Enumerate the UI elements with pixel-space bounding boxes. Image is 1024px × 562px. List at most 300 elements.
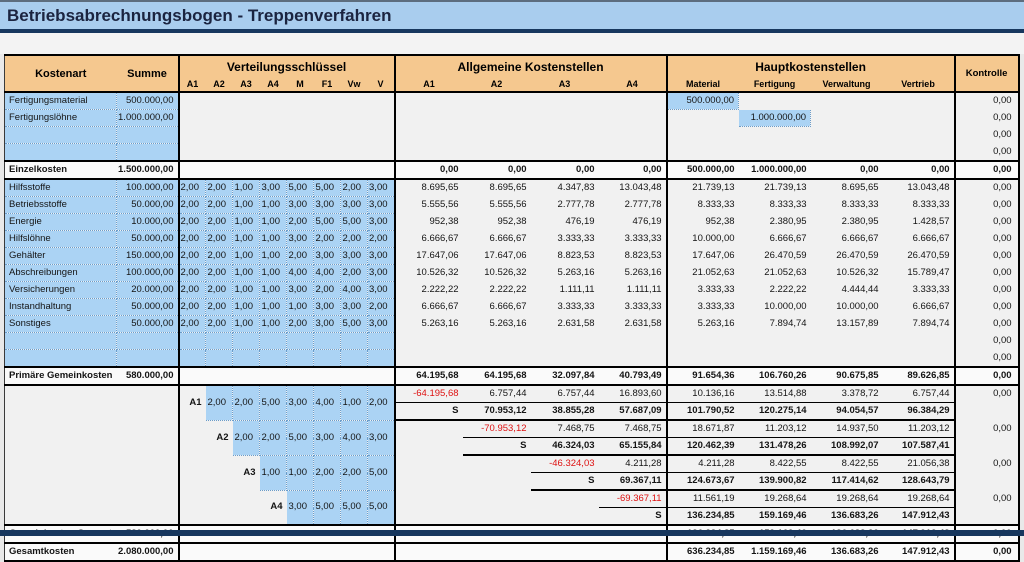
haupt-cell[interactable]: [883, 127, 955, 144]
haupt-cell[interactable]: 96.384,29: [883, 403, 955, 421]
label-cell[interactable]: [5, 385, 117, 403]
allg-cell[interactable]: 5.555,56: [395, 197, 463, 214]
key-cell[interactable]: [314, 350, 341, 368]
allg-cell[interactable]: [599, 127, 667, 144]
key-cell[interactable]: 3,00: [314, 197, 341, 214]
haupt-cell[interactable]: 8.333,33: [841, 199, 879, 210]
summe-cell[interactable]: [117, 455, 179, 473]
allg-cell[interactable]: [395, 543, 463, 561]
key-cell[interactable]: 2,00: [341, 265, 368, 282]
key-cell[interactable]: [179, 367, 206, 385]
key-cell[interactable]: 3,00: [368, 214, 395, 231]
kontrolle-cell[interactable]: 0,00: [955, 197, 1019, 214]
key-cell[interactable]: [287, 367, 314, 385]
key-cell[interactable]: 3,00: [314, 420, 341, 455]
kontrolle-cell[interactable]: 0,00: [955, 179, 1019, 197]
key-cell[interactable]: [206, 92, 233, 110]
key-cell[interactable]: 1,00: [260, 265, 287, 282]
allg-cell[interactable]: 2.222,22: [395, 282, 463, 299]
haupt-cell[interactable]: 21.052,63: [667, 265, 739, 282]
key-cell[interactable]: 4,00: [287, 265, 314, 282]
haupt-cell[interactable]: 3.333,33: [667, 282, 739, 299]
kontrolle-cell[interactable]: [955, 438, 1019, 456]
kontrolle-cell[interactable]: 0,00: [955, 299, 1019, 316]
key-cell[interactable]: 3,00: [287, 490, 314, 525]
key-cell[interactable]: [314, 127, 341, 144]
allg-cell[interactable]: [599, 350, 667, 368]
key-cell[interactable]: 2,00: [233, 420, 260, 455]
key-cell[interactable]: 1,00: [260, 197, 287, 214]
haupt-cell[interactable]: [883, 110, 955, 127]
haupt-cell[interactable]: 159.169,46: [739, 508, 811, 526]
allg-cell[interactable]: 8.823,53: [557, 250, 595, 261]
label-cell[interactable]: Abschreibungen: [5, 265, 117, 282]
step-label-cell[interactable]: A2: [216, 431, 229, 443]
key-cell[interactable]: [287, 110, 314, 127]
kontrolle-cell[interactable]: 0,00: [955, 455, 1019, 473]
key-cell[interactable]: [179, 490, 206, 508]
haupt-cell[interactable]: 13.157,89: [836, 318, 879, 329]
haupt-cell[interactable]: 7.894,74: [769, 318, 807, 329]
haupt-cell[interactable]: 11.203,12: [883, 420, 955, 438]
haupt-cell[interactable]: 19.268,64: [883, 490, 955, 508]
label-cell[interactable]: Versicherungen: [5, 282, 117, 299]
label-cell[interactable]: Hilfslöhne: [5, 231, 117, 248]
haupt-cell[interactable]: 500.000,00: [667, 161, 739, 179]
haupt-cell[interactable]: [811, 333, 883, 350]
haupt-cell[interactable]: [667, 333, 739, 350]
haupt-cell[interactable]: 6.666,67: [912, 301, 950, 312]
allg-cell[interactable]: 16.893,60: [599, 385, 667, 403]
key-cell[interactable]: 1,00: [260, 316, 287, 333]
key-cell[interactable]: 1,00: [260, 248, 287, 265]
haupt-cell[interactable]: 147.912,43: [883, 508, 955, 526]
allg-cell[interactable]: 952,38: [497, 216, 527, 227]
kontrolle-cell[interactable]: 0,00: [955, 248, 1019, 265]
allg-cell[interactable]: -46.324,03: [531, 455, 599, 473]
haupt-cell[interactable]: 0,00: [883, 161, 955, 179]
allg-cell[interactable]: 5.263,16: [489, 318, 527, 329]
allg-cell[interactable]: 476,19: [565, 216, 595, 227]
key-cell[interactable]: [368, 350, 395, 368]
haupt-cell[interactable]: 131.478,26: [739, 438, 811, 456]
allg-cell[interactable]: 2.222,22: [489, 284, 527, 295]
allg-cell[interactable]: 5.263,16: [395, 316, 463, 333]
haupt-cell[interactable]: 136.234,85: [667, 508, 739, 526]
haupt-cell[interactable]: 7.894,74: [912, 318, 950, 329]
key-cell[interactable]: 1,00: [341, 385, 368, 420]
key-cell[interactable]: 2,00: [233, 385, 260, 420]
s-label-cell[interactable]: S: [531, 473, 599, 491]
key-cell[interactable]: 1,00: [233, 231, 260, 248]
haupt-cell[interactable]: [667, 127, 739, 144]
kontrolle-cell[interactable]: 0,00: [955, 282, 1019, 299]
key-cell[interactable]: 2,00: [341, 179, 368, 197]
key-cell[interactable]: 2,00: [179, 282, 206, 299]
key-cell[interactable]: [368, 127, 395, 144]
allg-cell[interactable]: 2.631,58: [557, 318, 595, 329]
allg-cell[interactable]: [395, 473, 463, 491]
key-cell[interactable]: [179, 543, 206, 561]
key-cell[interactable]: [260, 333, 287, 350]
key-cell[interactable]: [287, 161, 314, 179]
allg-cell[interactable]: 8.823,53: [624, 250, 662, 261]
key-cell[interactable]: [233, 161, 260, 179]
haupt-cell[interactable]: 91.654,36: [667, 367, 739, 385]
haupt-cell[interactable]: 13.043,48: [907, 182, 950, 194]
key-cell[interactable]: [233, 127, 260, 144]
kontrolle-cell[interactable]: 0,00: [955, 420, 1019, 438]
key-cell[interactable]: [368, 92, 395, 110]
allg-cell[interactable]: [395, 420, 463, 438]
label-cell[interactable]: Primäre Gemeinkosten: [5, 367, 117, 385]
key-cell[interactable]: 2,00: [368, 231, 395, 248]
key-cell[interactable]: 5,00: [314, 490, 341, 525]
key-cell[interactable]: [233, 350, 260, 368]
allg-cell[interactable]: [395, 438, 463, 456]
allg-cell[interactable]: 64.195,68: [395, 367, 463, 385]
key-cell[interactable]: [287, 92, 314, 110]
allg-cell[interactable]: 69.367,11: [599, 473, 667, 491]
haupt-cell[interactable]: [739, 144, 811, 162]
allg-cell[interactable]: [531, 508, 599, 526]
allg-cell[interactable]: 32.097,84: [531, 367, 599, 385]
allg-cell[interactable]: 17.647,06: [395, 248, 463, 265]
key-cell[interactable]: [341, 367, 368, 385]
kontrolle-cell[interactable]: 0,00: [955, 265, 1019, 282]
key-cell[interactable]: 2,00: [206, 248, 233, 265]
key-cell[interactable]: 2,00: [179, 214, 206, 231]
key-cell[interactable]: [179, 438, 206, 456]
haupt-cell[interactable]: 636.234,85: [667, 543, 739, 561]
haupt-cell[interactable]: 117.414,62: [811, 473, 883, 491]
key-cell[interactable]: 2,00: [206, 179, 233, 197]
haupt-cell[interactable]: 10.000,00: [836, 301, 879, 312]
allg-cell[interactable]: [463, 543, 531, 561]
haupt-cell[interactable]: 11.561,19: [667, 490, 739, 508]
key-cell[interactable]: [287, 350, 314, 368]
key-cell[interactable]: [179, 144, 206, 162]
key-cell[interactable]: 1,00: [287, 299, 314, 316]
kontrolle-cell[interactable]: 0,00: [955, 543, 1019, 561]
haupt-cell[interactable]: 8.333,33: [667, 197, 739, 214]
haupt-cell[interactable]: 3.378,72: [811, 385, 883, 403]
haupt-cell[interactable]: 101.790,52: [667, 403, 739, 421]
key-cell[interactable]: [206, 333, 233, 350]
key-cell[interactable]: [368, 333, 395, 350]
allg-cell[interactable]: 476,19: [632, 216, 662, 227]
key-cell[interactable]: [260, 350, 287, 368]
key-cell[interactable]: [206, 110, 233, 127]
allg-cell[interactable]: 5.555,56: [489, 199, 527, 210]
label-cell[interactable]: [5, 473, 117, 491]
haupt-cell[interactable]: 6.666,67: [841, 233, 879, 244]
allg-cell[interactable]: -64.195,68: [395, 385, 463, 403]
key-cell[interactable]: 2,00: [179, 248, 206, 265]
allg-cell[interactable]: 7.468,75: [599, 420, 667, 438]
allg-cell[interactable]: [531, 490, 599, 508]
key-cell[interactable]: 3,00: [314, 299, 341, 316]
key-cell[interactable]: [314, 543, 341, 561]
haupt-cell[interactable]: [811, 110, 883, 127]
haupt-cell[interactable]: 11.203,12: [739, 420, 811, 438]
haupt-cell[interactable]: 8.333,33: [912, 199, 950, 210]
key-cell[interactable]: [260, 144, 287, 162]
allg-cell[interactable]: 8.695,65: [489, 182, 527, 194]
key-cell[interactable]: 3,00: [314, 248, 341, 265]
step-label-cell[interactable]: A1: [179, 385, 206, 420]
allg-cell[interactable]: 8.695,65: [395, 179, 463, 197]
kontrolle-cell[interactable]: 0,00: [955, 144, 1019, 162]
key-cell[interactable]: 3,00: [341, 299, 368, 316]
allg-cell[interactable]: 6.757,44: [531, 385, 599, 403]
key-cell[interactable]: 2,00: [206, 316, 233, 333]
haupt-cell[interactable]: [739, 92, 811, 110]
key-cell[interactable]: [179, 473, 206, 491]
key-cell[interactable]: 5,00: [287, 420, 314, 455]
label-cell[interactable]: Fertigungsmaterial: [5, 92, 117, 110]
key-cell[interactable]: 4,00: [341, 282, 368, 299]
key-cell[interactable]: [233, 508, 260, 526]
key-cell[interactable]: [179, 161, 206, 179]
summe-cell[interactable]: 580.000,00: [117, 367, 179, 385]
key-cell[interactable]: 1,00: [260, 231, 287, 248]
haupt-cell[interactable]: 124.673,67: [667, 473, 739, 491]
summe-cell[interactable]: 100.000,00: [117, 265, 179, 282]
key-cell[interactable]: 2,00: [179, 231, 206, 248]
haupt-cell[interactable]: 89.626,85: [883, 367, 955, 385]
key-cell[interactable]: [314, 161, 341, 179]
allg-cell[interactable]: 7.468,75: [531, 420, 599, 438]
kontrolle-cell[interactable]: 0,00: [955, 110, 1019, 127]
key-cell[interactable]: [206, 473, 233, 491]
allg-cell[interactable]: [395, 110, 463, 127]
allg-cell[interactable]: [599, 543, 667, 561]
allg-cell[interactable]: 6.666,67: [489, 233, 527, 244]
summe-cell[interactable]: [117, 473, 179, 491]
summe-cell[interactable]: [117, 333, 179, 350]
kontrolle-cell[interactable]: 0,00: [955, 316, 1019, 333]
key-cell[interactable]: 3,00: [287, 197, 314, 214]
key-cell[interactable]: 1,00: [260, 299, 287, 316]
key-cell[interactable]: 2,00: [287, 316, 314, 333]
allg-cell[interactable]: 2.777,78: [557, 199, 595, 210]
haupt-cell[interactable]: [739, 350, 811, 368]
key-cell[interactable]: 5,00: [314, 214, 341, 231]
key-cell[interactable]: 2,00: [206, 231, 233, 248]
kontrolle-cell[interactable]: 0,00: [955, 214, 1019, 231]
haupt-cell[interactable]: 14.937,50: [811, 420, 883, 438]
key-cell[interactable]: [206, 161, 233, 179]
allg-cell[interactable]: 10.526,32: [484, 267, 527, 278]
key-cell[interactable]: [368, 110, 395, 127]
haupt-cell[interactable]: [811, 92, 883, 110]
allg-cell[interactable]: [463, 455, 531, 473]
allg-cell[interactable]: 0,00: [395, 161, 463, 179]
haupt-cell[interactable]: 21.052,63: [764, 267, 807, 278]
key-cell[interactable]: [206, 127, 233, 144]
summe-cell[interactable]: [117, 350, 179, 368]
haupt-cell[interactable]: 90.675,85: [811, 367, 883, 385]
allg-cell[interactable]: 0,00: [463, 161, 531, 179]
allg-cell[interactable]: 3.333,33: [557, 233, 595, 244]
key-cell[interactable]: [341, 144, 368, 162]
key-cell[interactable]: 5,00: [314, 179, 341, 197]
summe-cell[interactable]: [117, 127, 179, 144]
summe-cell[interactable]: [117, 385, 179, 403]
key-cell[interactable]: 3,00: [260, 179, 287, 197]
step-label-cell[interactable]: A3: [243, 466, 256, 478]
label-cell[interactable]: Gehälter: [5, 248, 117, 265]
key-cell[interactable]: [179, 455, 206, 473]
key-cell[interactable]: 3,00: [341, 197, 368, 214]
allg-cell[interactable]: [463, 490, 531, 508]
key-cell[interactable]: [260, 543, 287, 561]
summe-cell[interactable]: 50.000,00: [117, 299, 179, 316]
kontrolle-cell[interactable]: 0,00: [955, 350, 1019, 368]
haupt-cell[interactable]: 4.211,28: [667, 455, 739, 473]
haupt-cell[interactable]: 0,00: [811, 161, 883, 179]
key-cell[interactable]: 3,00: [368, 248, 395, 265]
haupt-cell[interactable]: 6.757,44: [883, 385, 955, 403]
summe-cell[interactable]: 20.000,00: [117, 282, 179, 299]
haupt-cell[interactable]: 1.428,57: [912, 216, 950, 227]
allg-cell[interactable]: 64.195,68: [463, 367, 531, 385]
label-cell[interactable]: [5, 490, 117, 508]
summe-cell[interactable]: [117, 403, 179, 421]
summe-cell[interactable]: 50.000,00: [117, 197, 179, 214]
kontrolle-cell[interactable]: 0,00: [955, 127, 1019, 144]
haupt-cell[interactable]: 21.739,13: [764, 182, 807, 194]
key-cell[interactable]: 2,00: [368, 385, 395, 420]
summe-cell[interactable]: 50.000,00: [117, 316, 179, 333]
label-cell[interactable]: Energie: [5, 214, 117, 231]
haupt-cell[interactable]: 8.422,55: [811, 455, 883, 473]
summe-cell[interactable]: [117, 420, 179, 438]
key-cell[interactable]: [341, 110, 368, 127]
key-cell[interactable]: 3,00: [368, 420, 395, 455]
key-cell[interactable]: [314, 333, 341, 350]
allg-cell[interactable]: 4.347,83: [557, 182, 595, 194]
haupt-cell[interactable]: 18.671,87: [667, 420, 739, 438]
haupt-cell[interactable]: 10.000,00: [667, 231, 739, 248]
allg-cell[interactable]: [531, 127, 599, 144]
key-cell[interactable]: [233, 543, 260, 561]
key-cell[interactable]: 5,00: [368, 455, 395, 490]
haupt-cell[interactable]: 147.912,43: [883, 543, 955, 561]
key-cell[interactable]: [287, 127, 314, 144]
label-cell[interactable]: Betriebsstoffe: [5, 197, 117, 214]
s-label-cell[interactable]: S: [599, 508, 667, 526]
label-cell[interactable]: [5, 438, 117, 456]
key-cell[interactable]: 1,00: [233, 197, 260, 214]
key-cell[interactable]: 1,00: [287, 455, 314, 490]
key-cell[interactable]: [260, 92, 287, 110]
key-cell[interactable]: 1,00: [233, 265, 260, 282]
key-cell[interactable]: 3,00: [287, 231, 314, 248]
allg-cell[interactable]: [599, 144, 667, 162]
kontrolle-cell[interactable]: 0,00: [955, 367, 1019, 385]
allg-cell[interactable]: [463, 350, 531, 368]
key-cell[interactable]: 3,00: [287, 282, 314, 299]
allg-cell[interactable]: 3.333,33: [624, 233, 662, 244]
allg-cell[interactable]: [463, 127, 531, 144]
allg-cell[interactable]: -69.367,11: [599, 490, 667, 508]
key-cell[interactable]: 3,00: [368, 265, 395, 282]
haupt-cell[interactable]: 136.683,26: [811, 543, 883, 561]
allg-cell[interactable]: [463, 144, 531, 162]
key-cell[interactable]: 5,00: [341, 490, 368, 525]
key-cell[interactable]: 2,00: [368, 299, 395, 316]
key-cell[interactable]: 3,00: [368, 316, 395, 333]
summe-cell[interactable]: 1.500.000,00: [117, 161, 179, 179]
key-cell[interactable]: 2,00: [341, 455, 368, 490]
step-label-cell[interactable]: A4: [270, 501, 283, 513]
key-cell[interactable]: [287, 543, 314, 561]
key-cell[interactable]: 2,00: [287, 248, 314, 265]
allg-cell[interactable]: [395, 92, 463, 110]
key-cell[interactable]: 3,00: [314, 316, 341, 333]
summe-cell[interactable]: 1.000.000,00: [117, 110, 179, 127]
haupt-cell[interactable]: 952,38: [667, 214, 739, 231]
allg-cell[interactable]: 6.666,67: [395, 299, 463, 316]
key-cell[interactable]: 3,00: [368, 179, 395, 197]
allg-cell[interactable]: [395, 455, 463, 473]
haupt-cell[interactable]: 26.470,59: [764, 250, 807, 261]
key-cell[interactable]: 1,00: [233, 179, 260, 197]
key-cell[interactable]: 1,00: [260, 282, 287, 299]
key-cell[interactable]: [233, 110, 260, 127]
summe-cell[interactable]: 50.000,00: [117, 231, 179, 248]
allg-cell[interactable]: 5.263,16: [557, 267, 595, 278]
haupt-cell[interactable]: [811, 127, 883, 144]
allg-cell[interactable]: [395, 350, 463, 368]
haupt-cell[interactable]: [883, 92, 955, 110]
key-cell[interactable]: 2,00: [179, 197, 206, 214]
key-cell[interactable]: [368, 161, 395, 179]
summe-cell[interactable]: 100.000,00: [117, 179, 179, 197]
key-cell[interactable]: 2,00: [179, 299, 206, 316]
allg-cell[interactable]: [463, 333, 531, 350]
haupt-cell[interactable]: [811, 144, 883, 162]
allg-cell[interactable]: [463, 110, 531, 127]
haupt-cell[interactable]: 136.683,26: [811, 508, 883, 526]
label-cell[interactable]: [5, 455, 117, 473]
allg-cell[interactable]: 46.324,03: [531, 438, 599, 456]
key-cell[interactable]: 2,00: [287, 214, 314, 231]
haupt-cell[interactable]: 26.470,59: [907, 250, 950, 261]
key-cell[interactable]: [233, 490, 260, 508]
key-cell[interactable]: [260, 127, 287, 144]
allg-cell[interactable]: 57.687,09: [599, 403, 667, 421]
key-cell[interactable]: [314, 367, 341, 385]
key-cell[interactable]: 4,00: [314, 265, 341, 282]
kontrolle-cell[interactable]: [955, 508, 1019, 526]
key-cell[interactable]: [260, 110, 287, 127]
key-cell[interactable]: 2,00: [260, 420, 287, 455]
label-cell[interactable]: Instandhaltung: [5, 299, 117, 316]
summe-cell[interactable]: [117, 490, 179, 508]
haupt-cell[interactable]: 500.000,00: [667, 92, 739, 110]
key-cell[interactable]: [287, 333, 314, 350]
allg-cell[interactable]: -70.953,12: [463, 420, 531, 438]
key-cell[interactable]: 4,00: [314, 385, 341, 420]
summe-cell[interactable]: [117, 438, 179, 456]
allg-cell[interactable]: 2.631,58: [624, 318, 662, 329]
allg-cell[interactable]: 40.793,49: [599, 367, 667, 385]
allg-cell[interactable]: 0,00: [599, 161, 667, 179]
allg-cell[interactable]: 0,00: [531, 161, 599, 179]
